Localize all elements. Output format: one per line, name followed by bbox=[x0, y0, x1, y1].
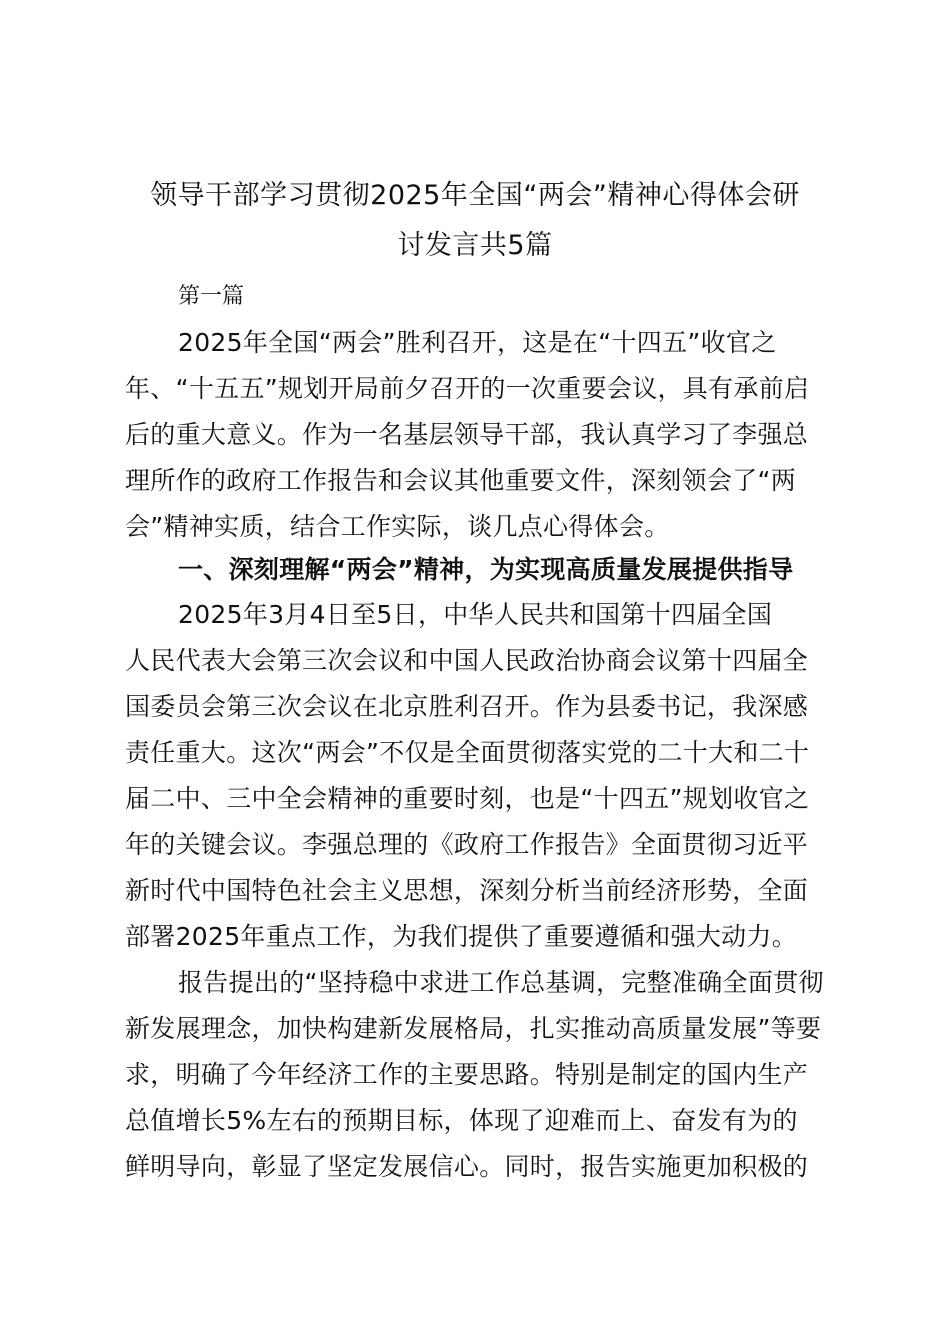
paragraph-line: 求，明确了今年经济工作的主要思路。特别是制定的国内生产 bbox=[125, 1060, 809, 1089]
paragraph-line: 报告提出的“坚持稳中求进工作总基调，完整准确全面贯彻 bbox=[178, 968, 824, 997]
paragraph-line: 部署2025年重点工作，为我们提供了重要遵循和强大动力。 bbox=[125, 922, 798, 951]
document-title-line-1: 领导干部学习贯彻2025年全国“两会”精神心得体会研 bbox=[150, 180, 800, 211]
paragraph-line: 后的重大意义。作为一名基层领导干部，我认真学习了李强总 bbox=[125, 420, 809, 449]
section-heading: 一、深刻理解“两会”精神，为实现高质量发展提供指导 bbox=[178, 555, 794, 584]
section-label: 第一篇 bbox=[178, 284, 245, 309]
paragraph-line: 届二中、三中全会精神的重要时刻，也是“十四五”规划收官之 bbox=[125, 784, 810, 813]
document-title-line-2: 讨发言共5篇 bbox=[397, 230, 553, 261]
paragraph-line: 理所作的政府工作报告和会议其他重要文件，深刻领会了“两 bbox=[125, 466, 797, 495]
paragraph-line: 总值增长5%左右的预期目标，体现了迎难而上、奋发有为的 bbox=[125, 1106, 798, 1135]
paragraph-line: 责任重大。这次“两会”不仅是全面贯彻落实党的二十大和二十 bbox=[125, 738, 810, 767]
paragraph-line: 新时代中国特色社会主义思想，深刻分析当前经济形势，全面 bbox=[125, 876, 809, 905]
paragraph-line: 人民代表大会第三次会议和中国人民政治协商会议第十四届全 bbox=[125, 646, 809, 675]
paragraph-line: 新发展理念，加快构建新发展格局，扎实推动高质量发展”等要 bbox=[125, 1014, 822, 1043]
paragraph-line: 2025年3月4日至5日，中华人民共和国第十四届全国 bbox=[178, 600, 773, 629]
paragraph-line: 年的关键会议。李强总理的《政府工作报告》全面贯彻习近平 bbox=[125, 830, 809, 859]
paragraph-line: 国委员会第三次会议在北京胜利召开。作为县委书记，我深感 bbox=[125, 692, 809, 721]
paragraph-line: 年、“十五五”规划开局前夕召开的一次重要会议，具有承前启 bbox=[125, 374, 810, 403]
paragraph-line: 会”精神实质，结合工作实际，谈几点心得体会。 bbox=[125, 512, 670, 541]
paragraph-line: 鲜明导向，彰显了坚定发展信心。同时，报告实施更加积极的 bbox=[125, 1152, 809, 1181]
paragraph-line: 2025年全国“两会”胜利召开，这是在“十四五”收官之 bbox=[178, 328, 777, 357]
